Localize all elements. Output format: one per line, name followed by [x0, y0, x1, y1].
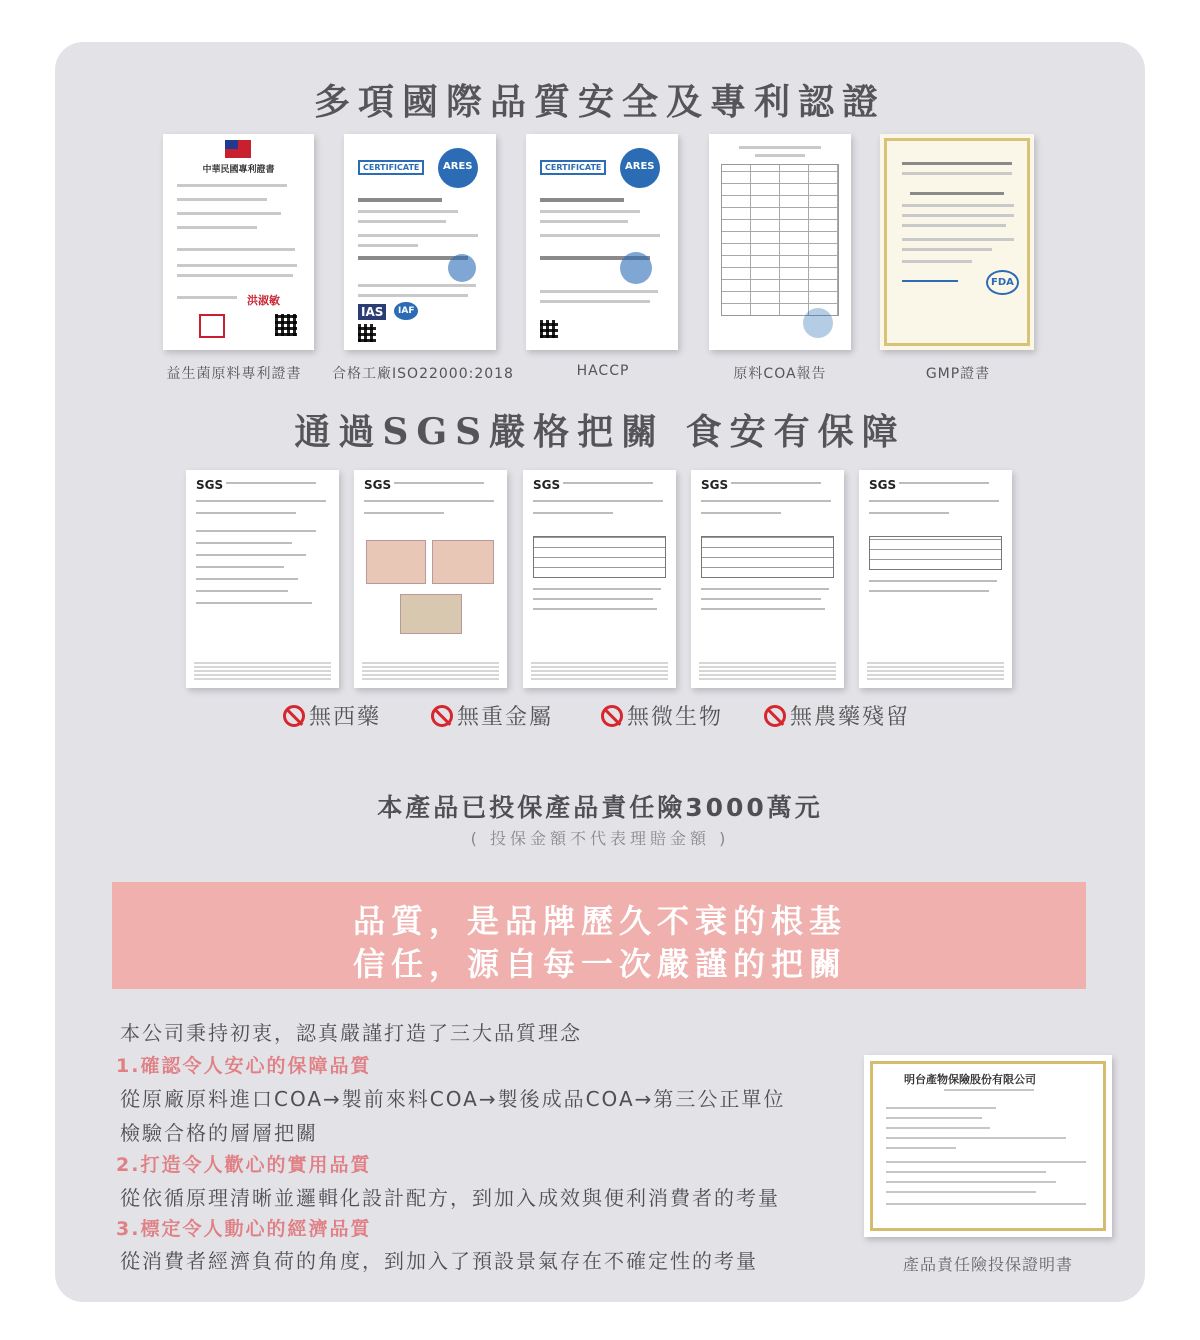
sgs-report-image — [354, 470, 507, 688]
qr-code-icon — [540, 320, 558, 338]
patent-doc-title: 中華民國專利證書 — [202, 165, 275, 175]
results-table — [869, 536, 1002, 570]
coa-table — [721, 164, 839, 316]
gmp-certificate-image — [880, 134, 1034, 350]
gmp-signature — [902, 272, 958, 282]
free-from-item — [431, 700, 553, 731]
free-from-item — [601, 700, 723, 731]
caption-patent: 益生菌原料專利證書 — [166, 366, 302, 382]
sgs-report-image — [859, 470, 1012, 688]
prohibited-icon — [764, 705, 786, 727]
iso-certificate-image — [344, 134, 496, 350]
sample-photo — [432, 540, 494, 584]
insurance-policy-image — [864, 1055, 1112, 1237]
philosophy-point-text: 從原廠原料進口COA→製前來料COA→製後成品COA→第三公正單位 — [120, 1087, 786, 1111]
certificate-badge: CERTIFICATE — [358, 160, 424, 175]
patent-signature: 洪淑敏 — [247, 294, 280, 307]
philosophy-point-title: 3.標定令人動心的經濟品質 — [116, 1218, 372, 1240]
seal-icon — [448, 254, 476, 282]
policy-caption: 產品責任險投保證明書 — [902, 1255, 1073, 1274]
philosophy-point-text: 從依循原理清晰並邏輯化設計配方，到加入成效與便利消費者的考量 — [120, 1186, 780, 1210]
seal-icon — [803, 308, 833, 338]
sample-photo — [400, 594, 462, 634]
coa-report-image — [709, 134, 851, 350]
sgs-logo: SGS — [364, 478, 392, 492]
caption-coa: 原料COA報告 — [733, 366, 827, 382]
ares-brand: ARES — [443, 161, 473, 172]
banner-line-1: 品質，是品牌歷久不衰的根基 — [352, 902, 847, 940]
sgs-logo: SGS — [869, 478, 897, 492]
sgs-logo: SGS — [533, 478, 561, 492]
red-seal-icon — [199, 314, 225, 338]
sgs-logo: SGS — [196, 478, 224, 492]
caption-haccp: HACCP — [576, 363, 630, 379]
prohibited-icon — [283, 705, 305, 727]
sgs-logo: SGS — [701, 478, 729, 492]
sgs-heading: 通過SGS嚴格把關 食安有保障 — [294, 411, 906, 453]
banner-line-2: 信任，源自每一次嚴謹的把關 — [352, 945, 847, 983]
insurance-headline: 本產品已投保產品責任險3000萬元 — [377, 793, 823, 822]
free-from-item — [764, 700, 910, 731]
seal-icon — [620, 252, 652, 284]
free-from-label: 無微生物 — [627, 705, 724, 730]
philosophy-point-title: 2.打造令人歡心的實用品質 — [116, 1154, 372, 1176]
free-from-label: 無重金屬 — [457, 705, 554, 730]
philosophy-intro: 本公司秉持初衷，認真嚴謹打造了三大品質理念 — [120, 1021, 582, 1045]
sgs-report-image — [186, 470, 339, 688]
patent-certificate-image — [163, 134, 314, 350]
ias-mark: IAS — [358, 304, 386, 320]
prohibited-icon — [601, 705, 623, 727]
qr-code-icon — [358, 324, 376, 342]
free-from-item — [283, 700, 381, 731]
results-table — [533, 536, 666, 578]
philosophy-point-title: 1.確認令人安心的保障品質 — [116, 1055, 372, 1077]
philosophy-point-text: 檢驗合格的層層把關 — [120, 1121, 318, 1145]
flag-icon — [225, 140, 251, 158]
results-table — [701, 536, 834, 578]
prohibited-icon — [431, 705, 453, 727]
sgs-report-image — [523, 470, 676, 688]
caption-gmp: GMP證書 — [925, 366, 991, 382]
haccp-certificate-image — [526, 134, 678, 350]
certificate-badge: CERTIFICATE — [540, 160, 606, 175]
iaf-mark: IAF — [394, 302, 418, 320]
certifications-heading: 多項國際品質安全及專利認證 — [313, 81, 886, 123]
sample-photo — [366, 540, 426, 584]
philosophy-point-text: 從消費者經濟負荷的角度，到加入了預設景氣存在不確定性的考量 — [120, 1249, 758, 1273]
free-from-label: 無農藥殘留 — [790, 705, 911, 730]
sgs-report-image — [691, 470, 844, 688]
fda-mark: FDA — [986, 270, 1019, 295]
caption-iso: 合格工廠ISO22000:2018 — [332, 366, 514, 382]
sgs-seal-icon — [186, 470, 212, 496]
free-from-label: 無西藥 — [309, 705, 382, 730]
qr-code-icon — [275, 314, 297, 336]
insurance-note: ( 投保金額不代表理賠金額 ) — [470, 829, 730, 848]
insurer-name: 明台產物保險股份有限公司 — [904, 1073, 1036, 1086]
ares-brand: ARES — [625, 161, 655, 172]
